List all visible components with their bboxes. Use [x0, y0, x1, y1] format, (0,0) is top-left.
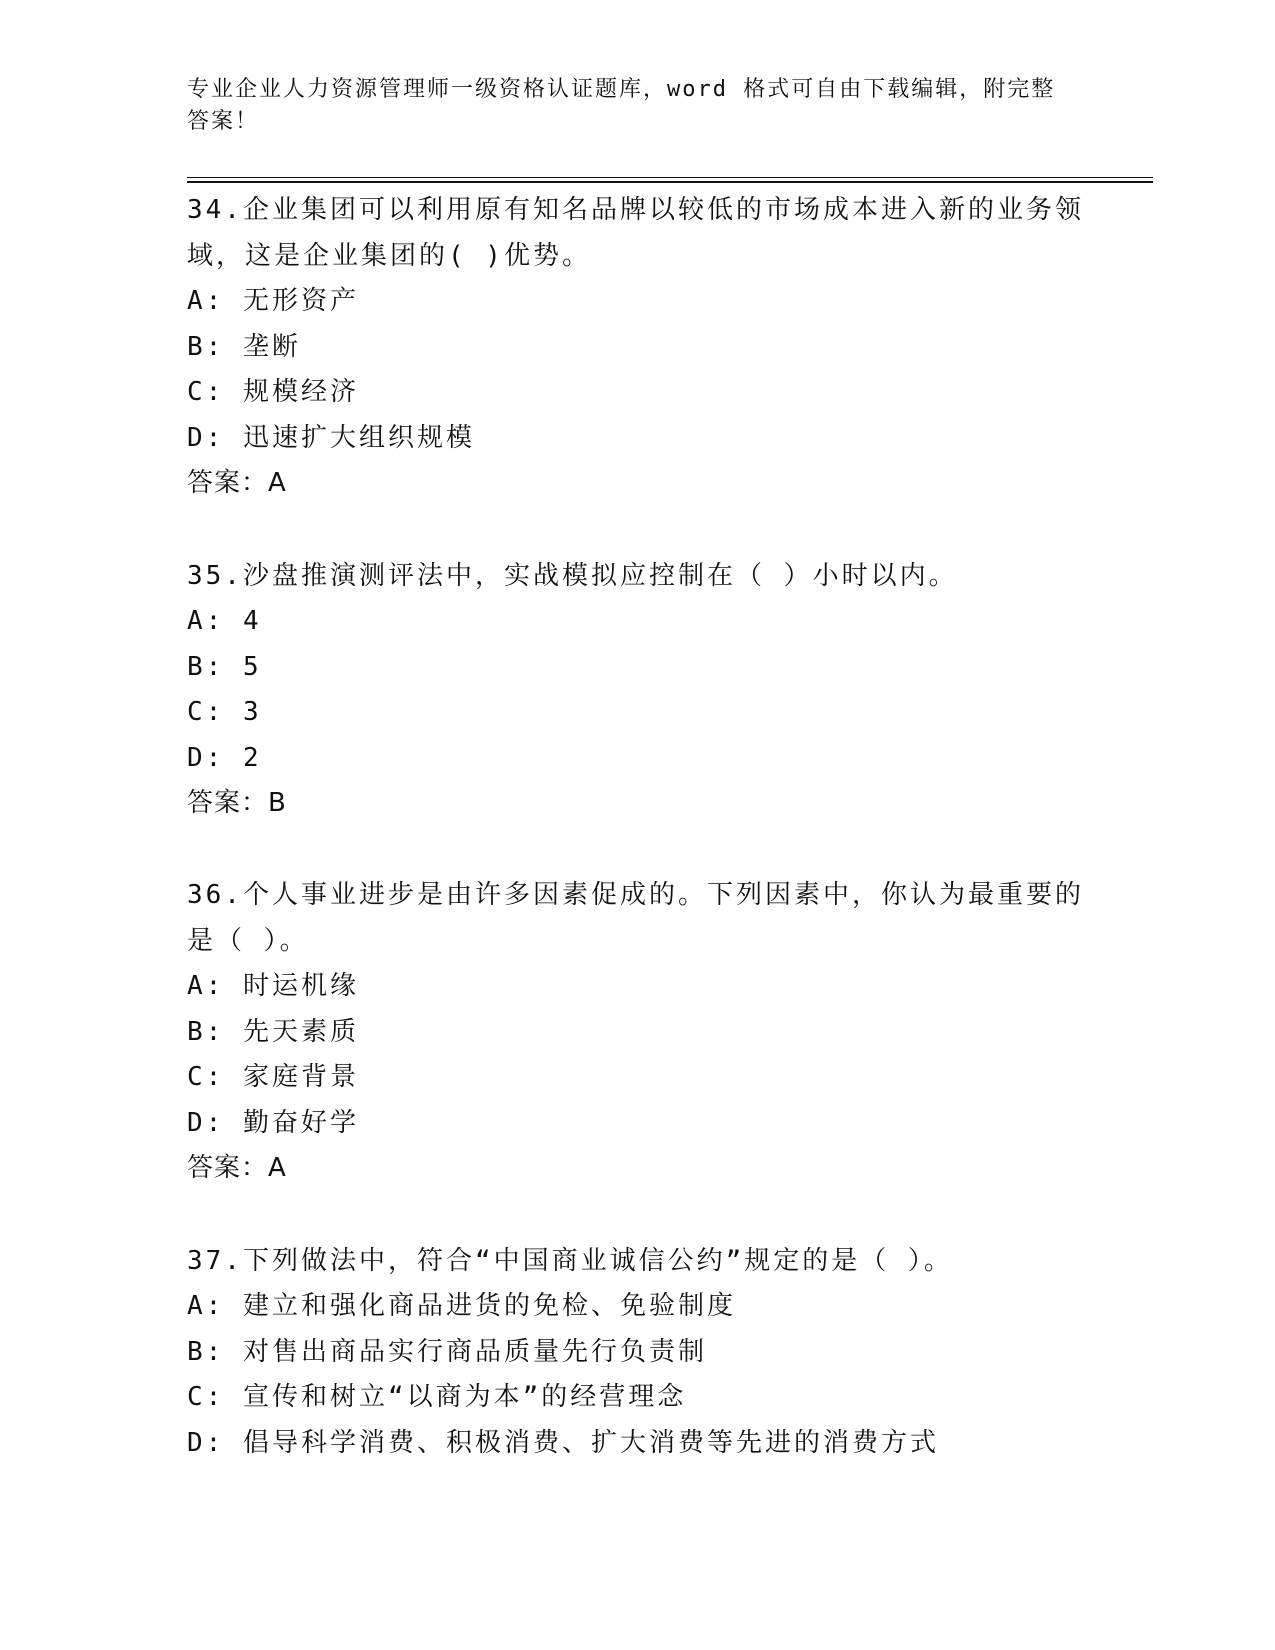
option-c: C: 规模经济: [187, 377, 359, 407]
option-a: A: 时运机缘: [187, 971, 359, 1001]
option-c: C: 宣传和树立“以商为本”的经营理念: [187, 1382, 687, 1412]
option-b: B: 垄断: [187, 331, 301, 362]
option-d: D: 2: [187, 742, 262, 773]
question-stem: 34.企业集团可以利用原有知名品牌以较低的市场成本进入新的业务领域，这是企业集团的( )优势。: [187, 195, 1084, 271]
answer-line: 答案：A: [187, 468, 287, 498]
option-d: D: 迅速扩大组织规模: [187, 422, 475, 453]
question-stem: 36.个人事业进步是由许多因素促成的。下列因素中，你认为最重要的是（ ）。: [187, 880, 1084, 956]
option-a: A: 4: [187, 606, 262, 636]
option-b: B: 对售出商品实行商品质量先行负责制: [187, 1336, 707, 1367]
option-list: [187, 964, 1087, 1146]
option-d: D: 勤奋好学: [187, 1107, 359, 1138]
option-list: [187, 279, 1087, 461]
option-b: B: 先天素质: [187, 1016, 359, 1047]
question-36: [187, 872, 1087, 1191]
header-divider-thick: [187, 181, 1153, 183]
option-c: C: 家庭背景: [187, 1062, 359, 1092]
option-list: [187, 599, 1087, 781]
answer-line: 答案：A: [187, 1153, 287, 1183]
option-a: A: 无形资产: [187, 286, 359, 316]
header-divider-thin: [187, 177, 1153, 178]
question-34: [187, 187, 1087, 506]
question-stem: 35.沙盘推演测评法中，实战模拟应控制在（ ）小时以内。: [187, 561, 958, 591]
option-list: [187, 1284, 1087, 1466]
option-c: C: 3: [187, 697, 262, 727]
question-35: [187, 553, 1087, 826]
option-a: A: 建立和强化商品进货的免检、免验制度: [187, 1291, 736, 1321]
question-37: [187, 1238, 1087, 1466]
option-b: B: 5: [187, 651, 262, 682]
option-d: D: 倡导科学消费、积极消费、扩大消费等先进的消费方式: [187, 1427, 939, 1458]
answer-line: 答案：B: [187, 788, 287, 818]
document-header-note: 专业企业人力资源管理师一级资格认证题库，word 格式可自由下载编辑，附完整答案！: [187, 77, 1056, 134]
question-stem: 37.下列做法中，符合“中国商业诚信公约”规定的是（ ）。: [187, 1246, 953, 1276]
